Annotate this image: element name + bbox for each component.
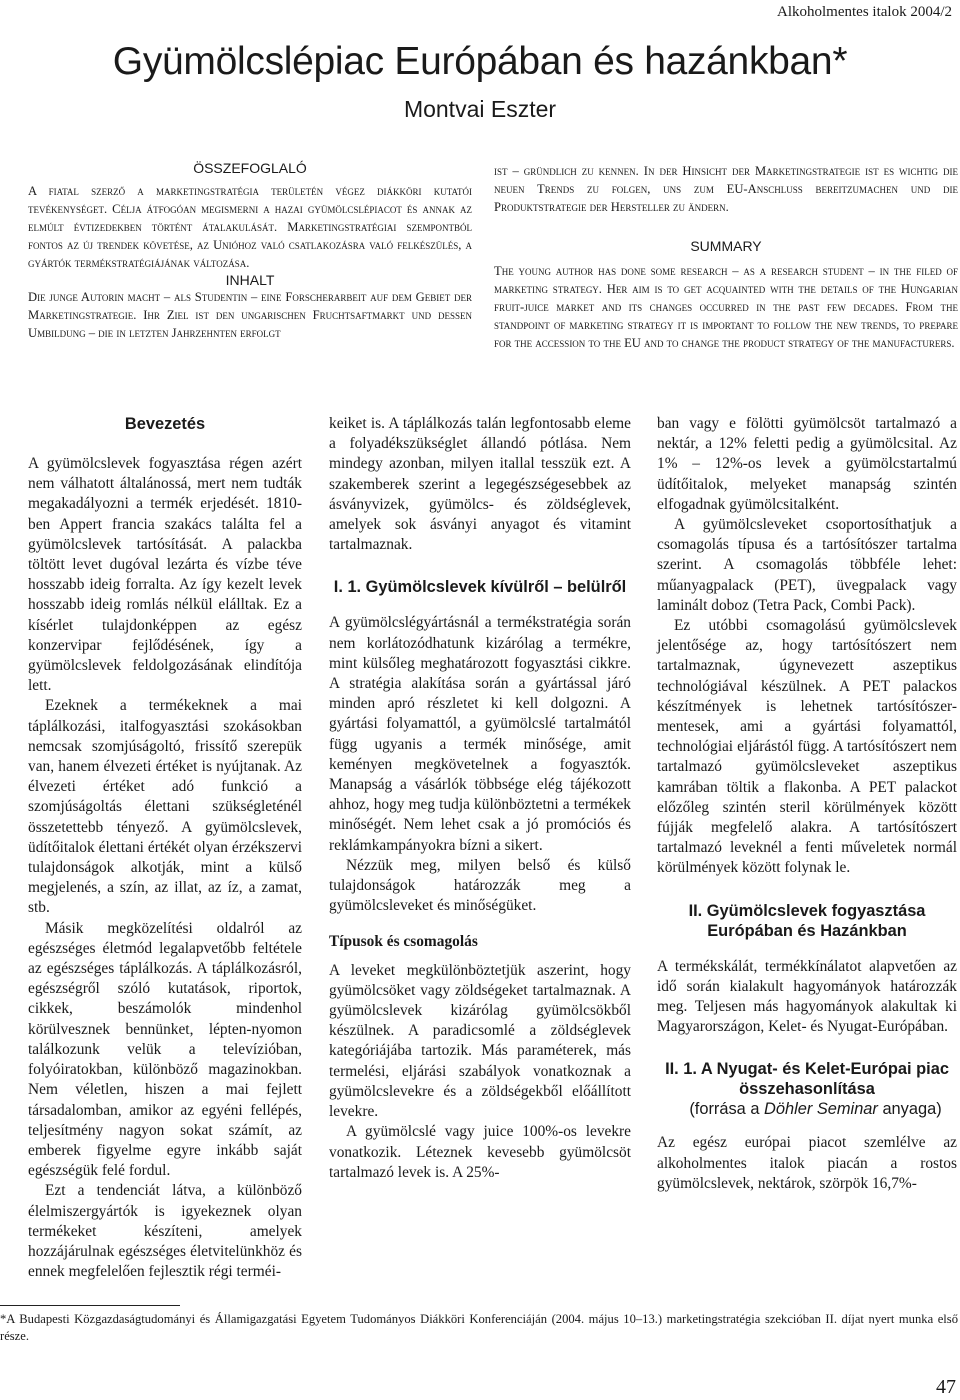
abstract-left-column — [28, 160, 472, 342]
body-column-1 — [28, 414, 302, 1282]
section-heading-ii: II. Gyümölcslevek fogyasztása Európában és Hazánkban — [688, 901, 926, 940]
abstract-de-text-continued: ist – gründlich zu kennen. In der Hinsicht der Marketingstrategie ist es wichtig die neuen Trends zu folgen, uns zum EU-Anschluss bereitzumachen und die Produktstrategie der Hersteller zu ändern. — [494, 164, 958, 214]
abstract-en-heading: SUMMARY — [690, 238, 762, 254]
running-head: Alkoholmentes italok 2004/2 — [777, 4, 952, 20]
footnote: *A Budapesti Közgazdaságtudományi és Államigazgatási Egyetem Tudományos Diákköri Konferenciáján (2004. május 10–13.) marketingstratégia szekcióban II. díjat nyert munka első része. — [0, 1312, 958, 1343]
abstract-de-text: Die junge Autorin macht – als Studentin – eine Forscherarbeit auf dem Gebiet der Marketingstrategie. Ihr Ziel ist den ungarischen Fruchtsaftmarkt und dessen Umbildung – die in letzten Jahrzehnten erfolgt — [28, 290, 472, 340]
paragraph: A gyümölcslégyártásnál a termékstratégia során nem korlátozódhatunk kizárólag a termékre, mint külsőleg meghatározott fogyasztási cikkre. A stratégia alakítása során a gyártással járó minden apró részletet ki kell dolgozni. A gyártási folyamattól, a gyümölcslé tartalmától függ ugyanis a termék minősége, amit keményen megkövetelnek a fogyasztók. Manapság a vásárlók többsége elég tájékozott ahhoz, hogy meg tudja különböztetni a termékek minőségét. Nem lehet csak a jó promóciós és reklámkampányokra bízni a sikert. — [329, 614, 631, 854]
paragraph: A termékskálát, termékkínálatot alapvetően az idő során kialakult hagyományok határozzák meg. Teljesen más hagyományok alakultak ki Magyarországon, Kelet- és Nyugat-Európában. — [657, 957, 957, 1036]
paragraph: Nézzük meg, milyen belső és külső tulajdonságok határozzák meg a gyümölcsleveket és minőségüket. — [329, 856, 631, 915]
abstract-right-column — [494, 162, 958, 352]
paragraph: Az egész európai piacot szemlélve az alkoholmentes italok piacán a rostos gyümölcslevek, nektárok, szörpök 16,7%- — [657, 1134, 957, 1192]
article-title: Gyümölcslépiac Európában és hazánkban* — [112, 40, 848, 83]
body-column-3 — [657, 414, 957, 1194]
paragraph: A gyümölcslevek fogyasztása régen azért nem válhatott általánossá, mert nem tudták megakadályozni a termék erjedését. 1810-ben Appert francia szakács találta fel a gyümölcslevek tartósítását. A palackba töltött levet dugóval lezárta és vízbe téve hosszabb ideig forralta. Az így kezelt levek hosszabb ideig romlás nélkül elálltak. Ez a kísérlet tulajdonképpen az egész konzervipar fejlődésének, így a gyümölcslevek feldolgozásának elindítója lett. — [28, 455, 302, 695]
paragraph: Ezeknek a termékeknek a mai táplálkozási, italfogyasztási szokásokban nemcsak szomjúságoltó, frissítő szerepük van, hanem élvezeti értéket is nyújtanak. Az élvezeti értéket adó funkció a szomjúságoltás élettani szükségleténél összetettebb tényező. A gyümölcslevek, üdítőitalok élettani értékét olyan érzékszervi tulajdonságok alkotják, mint a külső megjelenés, a szín, az illat, az íz, a zamat, stb. — [28, 697, 302, 917]
abstract-hu-text: A fiatal szerző a marketingstratégia területén végez diákköri kutatói tevékenységet. Célja átfogóan megismerni a hazai gyümölcslépiacot és annak az elmúlt évtizedekben történt átalakulását. Marketingstratégiai szempontból fontos az új trendek követése, az Unióhoz való csatlakozásra való felkészülés, a gyártók termékstratégiájának változása. — [28, 184, 472, 270]
source-name: Döhler Seminar — [764, 1100, 878, 1119]
paragraph: A gyümölcsleveket csoportosíthatjuk a csomagolás típusa és a tartósítószer tartalma szerint. A csomagolás többféle lehet: műanyagpalack (PET), üvegpalack vagy laminált doboz (Tetra Pack, Combi Pack). — [657, 516, 957, 614]
paragraph: Másik megközelítési oldalról az egészséges életmód legalapvetőbb feltétele az egészséges táplálkozás. A táplálkozásról, egészségről szóló kutatások, riportok, cikkek, beszámolók mindenhol körülvesznek bennünket, lépten-nyomon találkozunk velük a televízióban, folyóiratokban, különböző magazinokban. Nem véletlen, hiszen a mai fejlett társadalomban, amikor az egyéni fellépés, teljesítmény nagyon sokat számít, az emberek figyelme egyre inkább saját egészségük felé fordul. — [28, 919, 302, 1180]
source-note — [657, 1099, 957, 1119]
page-number: 47 — [936, 1376, 956, 1398]
subheading-tipusok: Típusok és csomagolás — [329, 933, 478, 951]
section-heading-ii-1: II. 1. A Nyugat- és Kelet-Európai piac összehasonlítása — [665, 1060, 949, 1099]
footnote-rule — [0, 1305, 180, 1306]
abstract-hu-heading: ÖSSZEFOGLALÓ — [193, 160, 307, 176]
paragraph: Ezt a tendenciát látva, a különböző élelmiszergyártók is igyekeznek olyan termékeket készíteni, amelyek hozzájárulnak egészséges életvitelünkhöz és ennek megfelelően fejlesztik régi terméi- — [28, 1182, 302, 1281]
abstract-de-heading: INHALT — [225, 272, 275, 288]
source-prefix: (forrása a — [689, 1100, 765, 1119]
paragraph: ban vagy e fölötti gyümölcsöt tartalmazó a nektár, a 12% feletti pedig a gyümölcsital. Az 1% – 12%-os levek a gyümölcstartalmú üdítőitalok, melyeket manapság szintén elfogadnak gyümölcsitalként. — [657, 415, 957, 513]
body-column-2 — [329, 414, 631, 1183]
source-suffix: anyaga) — [877, 1100, 942, 1119]
abstract-en-text: The young author has done some research – as a research student – in the filed of marketing strategy. Her aim is to get acquainted with the details of the Hungarian fruit-juice market and its changes occurred in the past few decades. From the standpoint of marketing strategy it is important to follow the new trends, to prepare for the accession to the EU and to change the product strategy of the manufacturers. — [494, 264, 958, 350]
paragraph: Ez utóbbi csomagolású gyümölcslevek jelentősége az, hogy tartósítószert nem tartalmaznak, úgynevezett aszeptikus technológiával készülnek. A PET palackos készítmények is lehetnek tartósítószer-mentesek, ami a gyártási folyamattól, technológiai eljárástól függ. A tartósítószert nem tartalmazó gyümölcsleveket aszeptikus kamrában töltik a flakonba. A PET palackot előzőleg szintén steril körülmények között fújják megfelelő alakra. A tartósítószert tartalmazó leveknél a fenti műveletek normál körülmények között folynak le. — [657, 617, 957, 877]
section-heading-i-1: I. 1. Gyümölcslevek kívülről – belülről — [333, 578, 627, 597]
section-heading-bevezetes: Bevezetés — [124, 415, 206, 433]
paragraph: keiket is. A táplálkozás talán legfontosabb eleme a folyadékszükséglet állandó pótlása. Nem mindegy azonban, milyen itallal tesszük ezt. A szakemberek szerint a legegészségesebbek az ásványvizek, gyümölcs- és zöldséglevek, amelyek sok ásványi anyagot és vitamint tartalmaznak. — [329, 415, 631, 554]
paragraph: A gyümölcslé vagy juice 100%-os levekre vonatkozik. Léteznek kevesebb gyümölcsöt tartalmazó levek is. A 25%- — [329, 1123, 631, 1181]
author-name: Montvai Eszter — [403, 96, 557, 122]
paragraph: A leveket megkülönböztetjük aszerint, hogy gyümölcsöket vagy zöldségeket tartalmaznak. A gyümölcslevek kizárólag gyümölcsökből készülnek. A paradicsomlé a zöldséglevek kategóriájába tartozik. Más paraméterek, más termelési, eljárási szabályok vonatkoznak a gyümölcslevekre és a zöldségekből előállított levekre. — [329, 961, 631, 1121]
